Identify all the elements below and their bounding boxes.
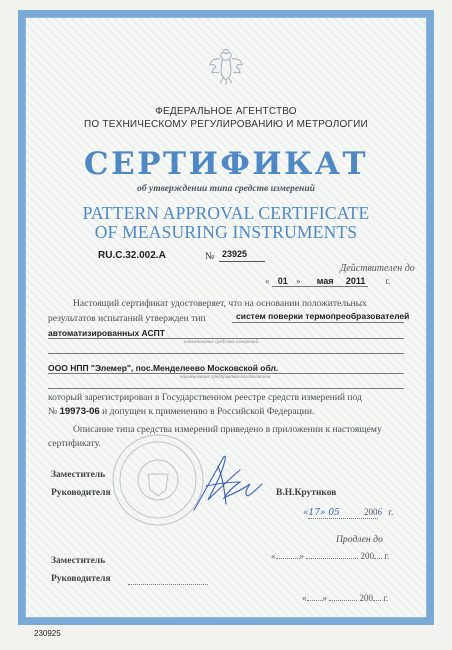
ext-year-prefix: 200 [360,551,374,561]
signature-year-suffix: г. [388,507,394,517]
valid-year: 2011 [345,276,366,286]
second-signature-line [128,584,208,585]
manufacturer-caption: наименование предприятия-изготовителя [180,375,271,380]
english-title-line-2: OF MEASURING INSTRUMENTS [94,222,358,242]
signature-year-digit: 6 [377,507,383,517]
signature-date [303,507,393,518]
date2-quote-close: » [322,593,327,603]
handwritten-signature-icon [188,446,268,516]
ext-year-suffix: г. [384,551,390,561]
reg-prefix: № [48,406,58,417]
registration-code: RU.C.32.002.A [98,250,166,261]
date2-year-prefix: 200 [359,593,373,603]
manufacturer-underline [48,373,404,374]
form-serial-number: 230925 [34,629,61,638]
certificate-number: 23925 [222,249,248,259]
state-register-number: 19973-06 [59,406,100,417]
valid-quote-open: « [265,276,270,286]
number-underline [219,261,265,262]
head-label-2: Руководителя [51,574,111,584]
ext-quote-open: « [271,551,276,561]
signer-name: В.Н.Крутиков [276,488,337,498]
valid-quote-close: » [296,276,301,286]
certificate-subtitle: об утверждении типа средств измерений [137,184,315,194]
date2-year-suffix: г. [383,593,389,603]
blank-underline [48,353,404,354]
second-date [302,593,388,603]
english-title-line-1: PATTERN APPROVAL CERTIFICATE [82,203,370,223]
extended-date [271,551,389,561]
date2-quote-open: « [302,593,307,603]
agency-line-2: ПО ТЕХНИЧЕСКОМУ РЕГУЛИРОВАНИЮ И МЕТРОЛОГИИ [84,119,368,130]
signature-date-underline [308,518,378,519]
type-underline-2 [48,338,404,339]
type-underline-1 [232,322,404,323]
agency-line-1: ФЕДЕРАЛЬНОЕ АГЕНТСТВО [155,106,297,117]
reg-line [48,406,314,417]
deputy-label-2: Заместитель [51,556,106,566]
valid-day: 01 [277,276,288,286]
manufacturer: ООО НПП "Элемер", пос.Менделеево Московской обл. [48,363,279,373]
head-label-1: Руководителя [51,488,111,498]
blank-underline-2 [48,388,404,389]
signature-year-prefix: 200 [364,507,378,517]
registered-line: который зарегистрирован в Государственном реестре средств измерений под [48,392,362,403]
body-line-1: Настоящий сертификат удостоверяет, что на основании положительных [73,298,367,309]
extended-until-label: Продлен до [336,534,383,545]
description-line-1: Описание типа средства измерений приведено в приложении к настоящему [73,424,382,435]
valid-year-suffix: г. [385,276,391,286]
reg-suffix: и допущен к применению в Российской Федерации. [102,406,315,417]
body-line-2: результатов испытаний утвержден тип [48,313,206,324]
instrument-caption: наименование средства измерений [184,340,258,345]
instrument-type-line-1: систем поверки термопреобразователей [236,311,410,321]
certificate-title: СЕРТИФИКАТ [83,146,369,182]
valid-date-underline [272,286,368,287]
ext-quote-close: » [299,551,304,561]
double-headed-eagle-icon [206,48,246,88]
signature-date-handwritten: «17» 05 [303,508,340,518]
valid-until-date [265,276,391,286]
deputy-label-1: Заместитель [51,470,106,480]
instrument-type-line-2: автоматизированных АСПТ [48,328,165,338]
valid-month: мая [316,276,334,286]
description-line-2: сертификату. [48,438,101,449]
number-sign: № [205,251,215,262]
valid-until-label: Действителен до [340,263,415,274]
